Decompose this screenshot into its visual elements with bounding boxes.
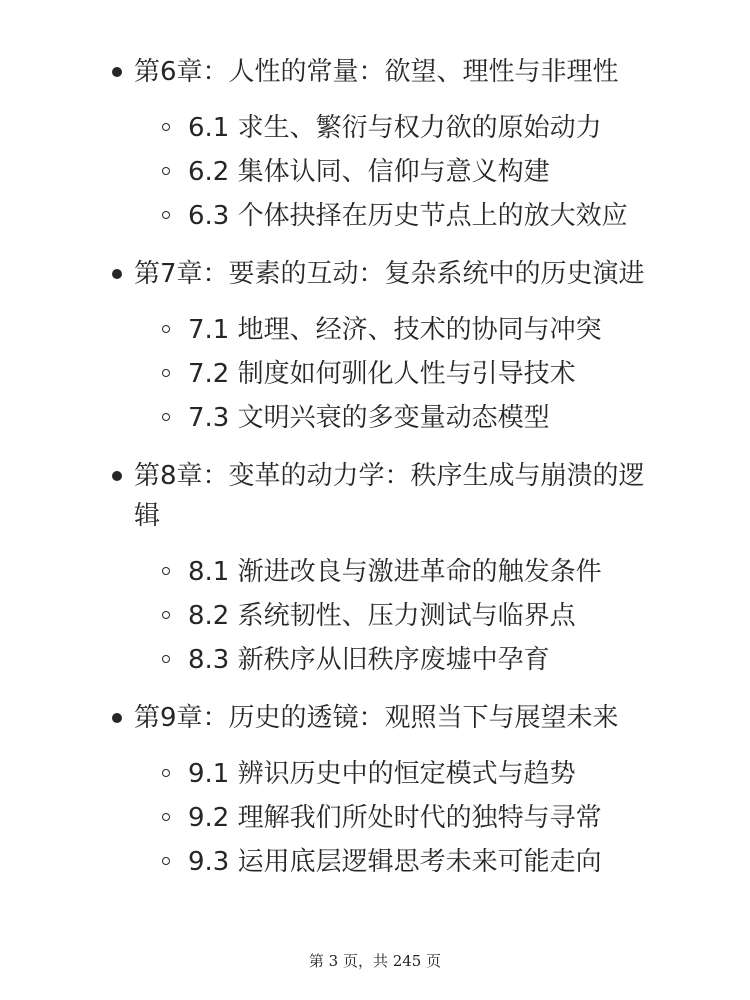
bullet-disc-icon	[112, 471, 122, 481]
chapter-6	[112, 52, 664, 238]
chapter-title-text: 第7章：要素的互动：复杂系统中的历史演进	[134, 259, 645, 289]
list-item: 8.3 新秩序从旧秩序废墟中孕育	[162, 638, 664, 682]
list-item: 7.3 文明兴衰的多变量动态模型	[162, 396, 664, 440]
bullet-circle-icon	[162, 325, 170, 333]
chapter-title-text: 第6章：人性的常量：欲望、理性与非理性	[134, 57, 619, 87]
bullet-circle-icon	[162, 211, 170, 219]
list-item: 6.2 集体认同、信仰与意义构建	[162, 150, 664, 194]
bullet-circle-icon	[162, 857, 170, 865]
bullet-circle-icon	[162, 813, 170, 821]
list-item: 6.1 求生、繁衍与权力欲的原始动力	[162, 106, 664, 150]
list-item: 8.2 系统韧性、压力测试与临界点	[162, 594, 664, 638]
list-item: 9.1 辨识历史中的恒定模式与趋势	[162, 752, 664, 796]
chapter-9	[112, 698, 664, 884]
list-item: 9.2 理解我们所处时代的独特与寻常	[162, 796, 664, 840]
section-list	[112, 550, 664, 682]
chapter-7	[112, 254, 664, 440]
section-list	[112, 106, 664, 238]
chapter-8	[112, 456, 664, 682]
section-list	[112, 308, 664, 440]
bullet-circle-icon	[162, 611, 170, 619]
table-of-contents	[0, 52, 750, 900]
chapter-title	[112, 254, 664, 294]
bullet-disc-icon	[112, 713, 122, 723]
bullet-circle-icon	[162, 369, 170, 377]
bullet-circle-icon	[162, 655, 170, 663]
list-item: 7.1 地理、经济、技术的协同与冲突	[162, 308, 664, 352]
chapter-title	[112, 52, 664, 92]
page-number-label: 第 3 页，共 245 页	[308, 952, 442, 970]
list-item: 9.3 运用底层逻辑思考未来可能走向	[162, 840, 664, 884]
bullet-circle-icon	[162, 123, 170, 131]
chapter-title	[112, 456, 664, 536]
section-list	[112, 752, 664, 884]
bullet-disc-icon	[112, 67, 122, 77]
bullet-circle-icon	[162, 567, 170, 575]
chapter-title-text: 第8章：变革的动力学：秩序生成与崩溃的逻辑	[134, 461, 645, 531]
bullet-circle-icon	[162, 167, 170, 175]
bullet-disc-icon	[112, 269, 122, 279]
list-item: 7.2 制度如何驯化人性与引导技术	[162, 352, 664, 396]
chapter-title	[112, 698, 664, 738]
list-item: 8.1 渐进改良与激进革命的触发条件	[162, 550, 664, 594]
list-item: 6.3 个体抉择在历史节点上的放大效应	[162, 194, 664, 238]
bullet-circle-icon	[162, 769, 170, 777]
bullet-circle-icon	[162, 413, 170, 421]
page-footer	[0, 950, 750, 971]
chapter-title-text: 第9章：历史的透镜：观照当下与展望未来	[134, 703, 619, 733]
